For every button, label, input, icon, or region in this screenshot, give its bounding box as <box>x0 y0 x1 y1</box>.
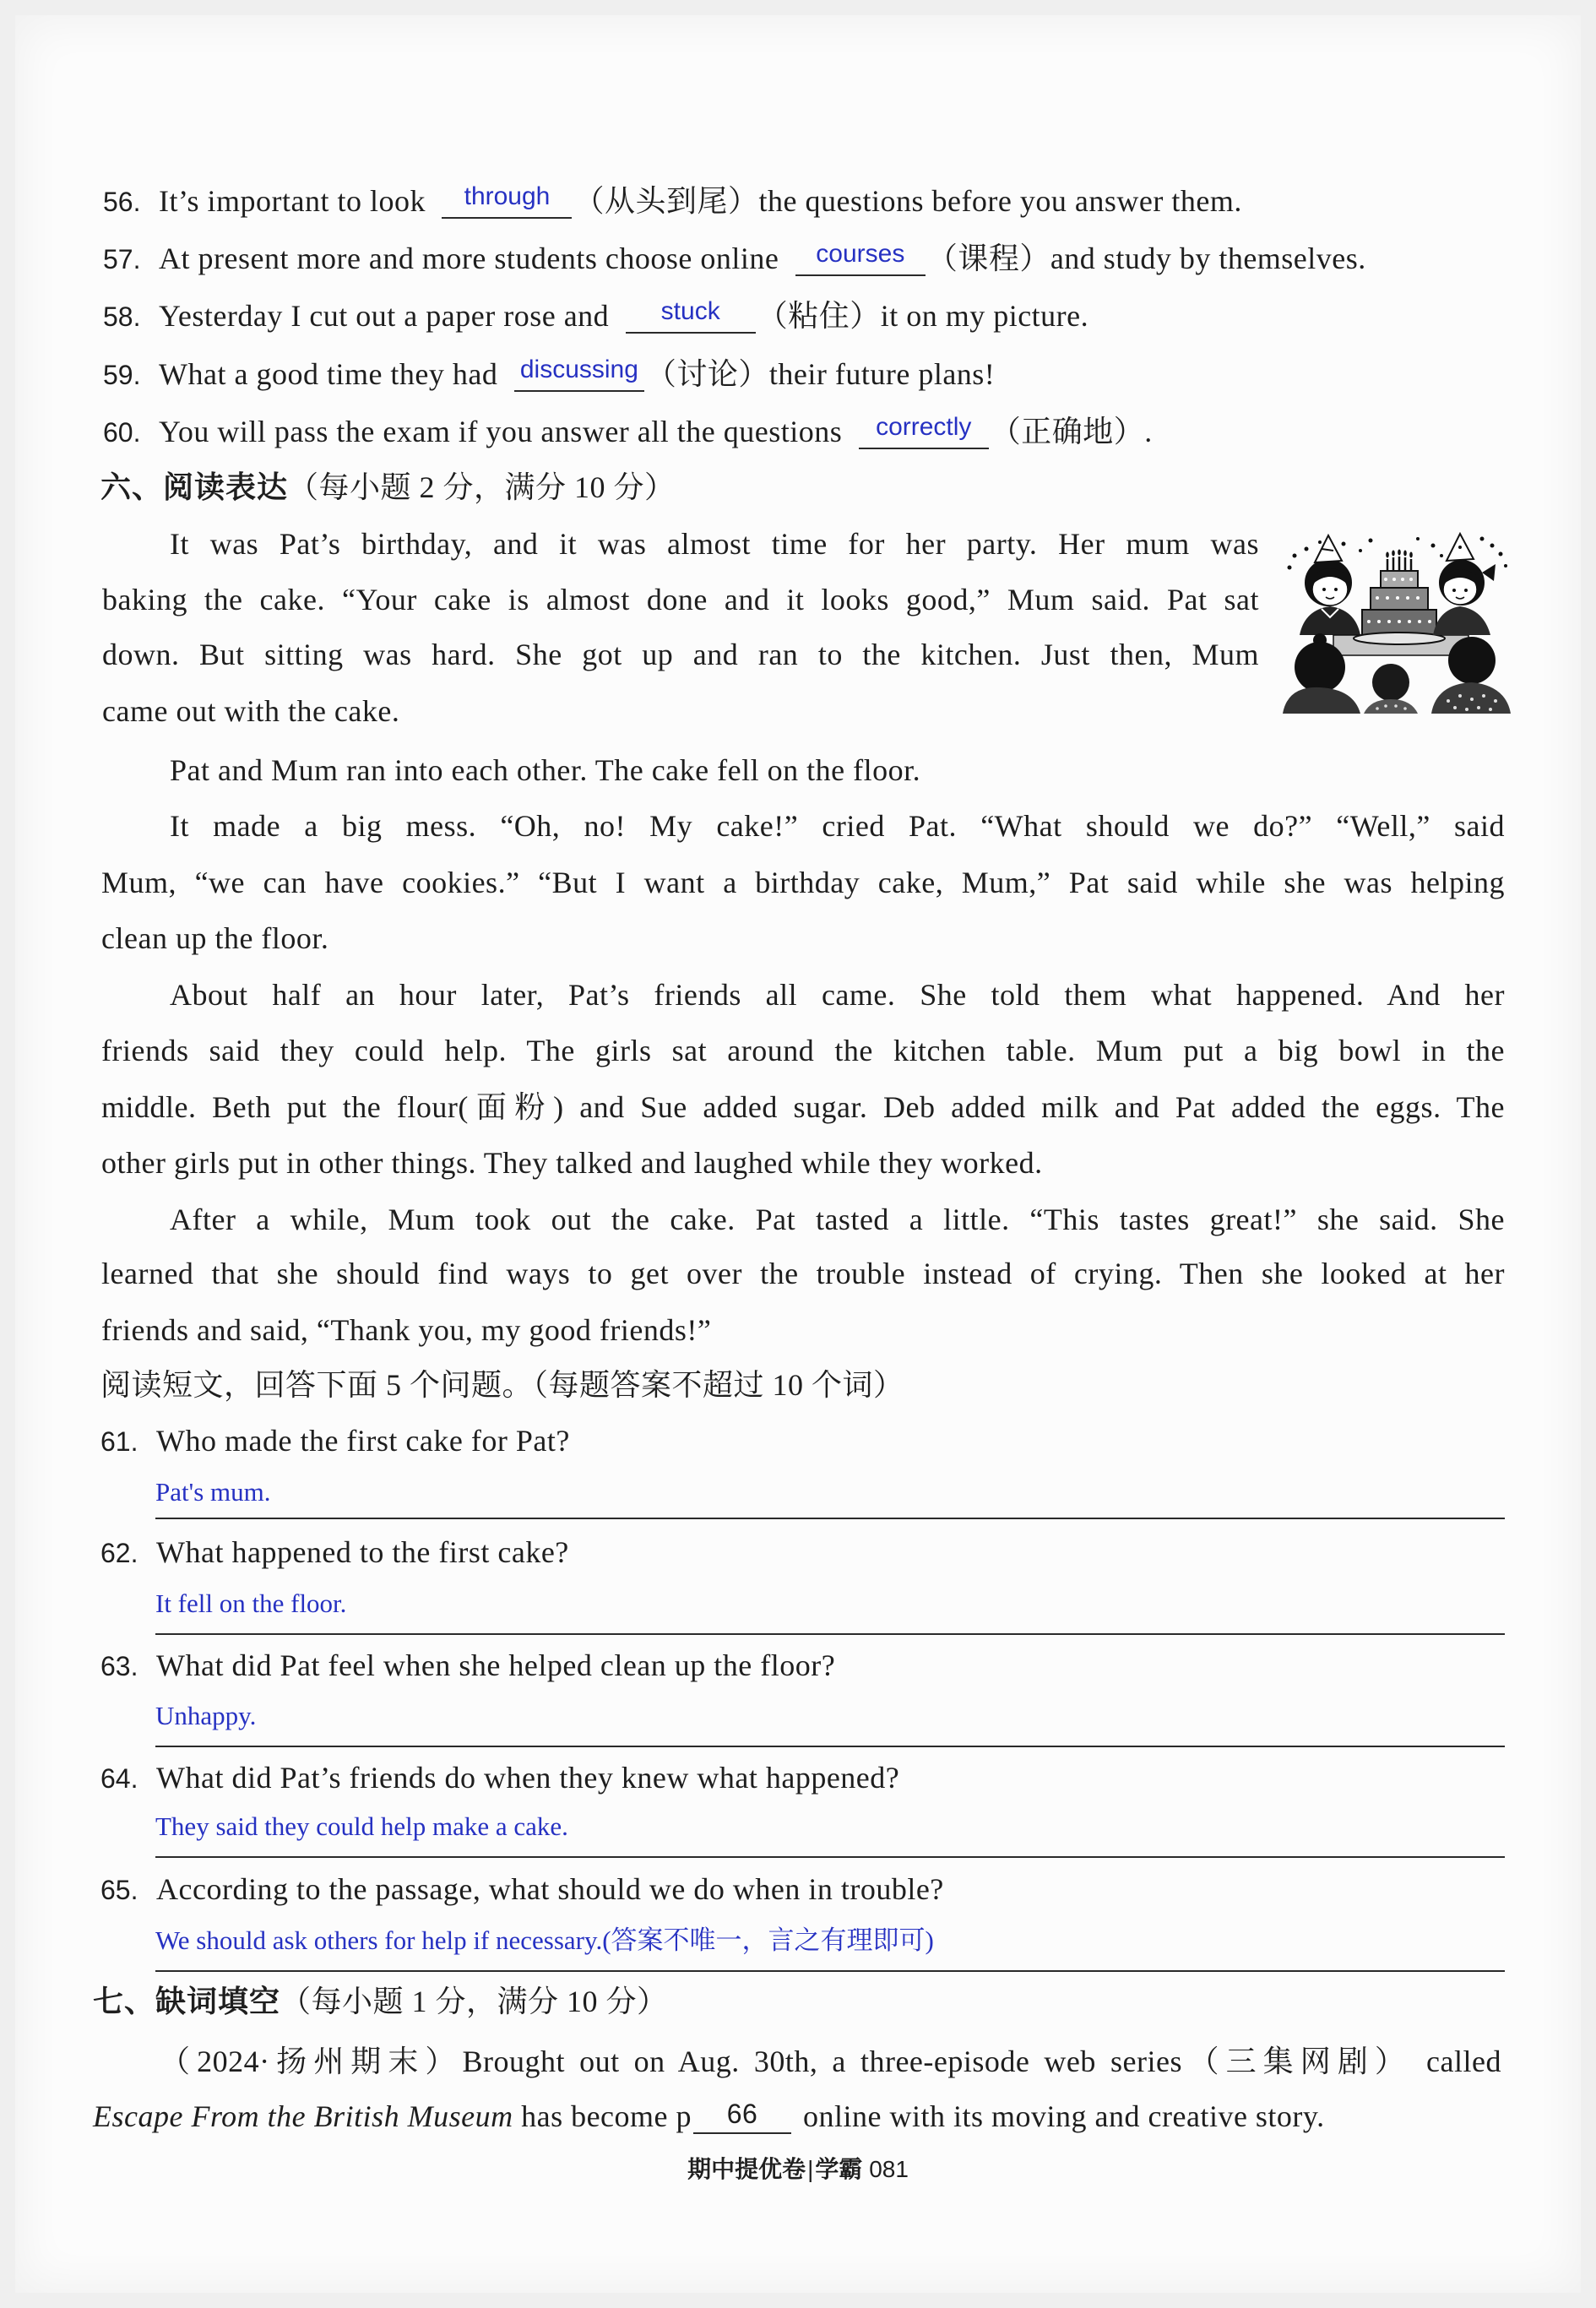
question-text: What did Pat feel when she helped clean up the floor? <box>156 1648 836 1682</box>
flame <box>1386 552 1389 558</box>
question-number: 57. <box>103 244 141 274</box>
birthday-cake <box>1354 550 1445 645</box>
candles <box>1387 557 1411 572</box>
confetti-dot <box>1369 539 1373 543</box>
question-text-after: （讨论）their future plans! <box>645 357 996 391</box>
head-back <box>1295 642 1345 692</box>
passage-line: friends said they could help. The girls sat around the kitchen table. Mum put a big bowl in the <box>101 1034 1505 1067</box>
reading-instruction: 阅读短文，回答下面 5 个问题。（每题答案不超过 10 个词） <box>100 1368 904 1402</box>
flame <box>1403 551 1407 557</box>
answer-blank <box>626 298 756 334</box>
blank-number: 66 <box>726 2099 758 2129</box>
handwritten-answer: It fell on the floor. <box>155 1588 347 1618</box>
passage-line: friends and said, “Thank you, my good friends!” <box>101 1313 712 1347</box>
passage-line: other girls put in other things. They talked and laughed while they worked. <box>101 1146 1043 1180</box>
handwritten-answer: stuck <box>660 297 720 325</box>
footer-brand: 学霸 <box>815 2156 863 2182</box>
question-64 <box>100 1757 899 1799</box>
question-text-after: （从头到尾）the questions before you answer them. <box>573 184 1242 218</box>
hat-dot <box>1458 546 1462 549</box>
confetti-dot <box>1359 549 1362 552</box>
girl-top-left <box>1300 535 1360 635</box>
passage-line: After a while, Mum took out the cake. Pat tasted a little. “This tastes great!” she said. She <box>170 1203 1505 1236</box>
cloze-blank-66 <box>693 2099 791 2134</box>
passage-line: It made a big mess. “Oh, no! My cake!” cried Pat. “What should we do?” “Well,” said <box>170 809 1505 843</box>
question-number: 59. <box>103 360 141 390</box>
flame <box>1409 552 1413 558</box>
girl-top-right <box>1433 534 1496 635</box>
confetti-dot <box>1342 542 1346 546</box>
question-number: 62. <box>100 1538 138 1568</box>
eye <box>1334 588 1338 591</box>
handwritten-answer: We should ask others for help if necessary.(答案不唯一，言之有理即可) <box>155 1925 934 1955</box>
question-number: 61. <box>100 1426 138 1457</box>
question-text-before: What a good time they had <box>159 357 498 391</box>
question-text: Who made the first cake for Pat? <box>156 1424 570 1458</box>
cloze-source: （2024·扬州期末） <box>160 2045 463 2078</box>
answer-line <box>155 1856 1505 1858</box>
confetti-dot <box>1499 552 1503 557</box>
confetti-dot <box>1504 564 1507 567</box>
party-hat <box>1315 535 1342 562</box>
eye <box>1464 589 1468 592</box>
handwritten-answer: discussing <box>519 356 638 383</box>
confetti-dot <box>1416 537 1420 540</box>
cloze-line <box>160 2040 1501 2083</box>
fill-in-item-56 <box>103 180 1242 222</box>
handwritten-answer: They said they could help make a cake. <box>155 1811 568 1841</box>
confetti-dot <box>1440 554 1443 557</box>
cake-tier-middle <box>1371 588 1428 610</box>
flame <box>1392 551 1395 557</box>
fill-in-item-58 <box>103 295 1088 337</box>
flame <box>1398 550 1401 556</box>
cake-plate <box>1354 633 1445 644</box>
child-bottom-middle <box>1364 664 1418 714</box>
passage-line: clean up the floor. <box>101 921 329 955</box>
footer-series: 期中提优卷 <box>687 2156 806 2182</box>
handwritten-answer: Unhappy. <box>155 1701 257 1730</box>
question-text-before: You will pass the exam if you answer all the questions <box>159 415 843 448</box>
cloze-text: Brought out on Aug. 30th, a three-episode web series（三集网剧） called <box>462 2045 1501 2078</box>
fill-in-item-57 <box>103 237 1366 280</box>
passage-line: came out with the cake. <box>102 694 400 728</box>
section-heading-cloze <box>93 1980 668 2023</box>
section-scoring: （每小题 1 分，满分 10 分） <box>280 1985 668 2018</box>
question-number: 64. <box>100 1763 138 1794</box>
confetti-dot <box>1431 544 1436 548</box>
head-back <box>1372 664 1409 701</box>
body <box>1364 699 1418 714</box>
body <box>1300 606 1360 635</box>
answer-blank <box>442 183 572 219</box>
answer-blank <box>795 241 926 276</box>
question-text-before: Yesterday I cut out a paper rose and <box>159 299 610 333</box>
confetti-dot <box>1305 547 1309 551</box>
question-text-after: （课程）and study by themselves. <box>926 242 1366 275</box>
question-text-after: （正确地）. <box>990 415 1153 448</box>
passage-line: baking the cake. “Your cake is almost done and it looks good,” Mum said. Pat sat <box>102 583 1259 616</box>
answer-line <box>155 1746 1505 1747</box>
passage-line: learned that she should find ways to get over the trouble instead of crying. Then she looked at her <box>101 1257 1505 1290</box>
question-number: 60. <box>103 417 141 448</box>
question-text: What happened to the first cake? <box>156 1535 569 1569</box>
question-63 <box>100 1644 835 1686</box>
section-title: 六、阅读表达 <box>100 470 289 504</box>
handwritten-answer: through <box>464 182 551 210</box>
question-number: 58. <box>103 301 141 332</box>
question-61 <box>100 1420 570 1462</box>
fill-in-item-59 <box>103 353 995 395</box>
passage-line: Pat and Mum ran into each other. The cake fell on the floor. <box>170 753 921 787</box>
question-text-before: It’s important to look <box>159 184 426 218</box>
passage-line: About half an hour later, Pat’s friends all came. She told them what happened. And her <box>170 978 1505 1012</box>
answer-line <box>155 1518 1505 1519</box>
eye <box>1452 589 1456 592</box>
cloze-line <box>93 2095 1325 2137</box>
passage-line: It was Pat’s birthday, and it was almost time for her party. Her mum was <box>170 527 1259 561</box>
section-scoring: （每小题 2 分，满分 10 分） <box>288 470 676 504</box>
head-back <box>1448 637 1496 684</box>
page-number: 081 <box>869 2156 909 2182</box>
confetti-dot <box>1288 566 1292 570</box>
section-title: 七、缺词填空 <box>93 1985 281 2018</box>
confetti-dot <box>1293 554 1297 558</box>
passage-line: Mum, “we can have cookies.” “But I want a birthday cake, Mum,” Pat said while she was helping <box>101 866 1505 899</box>
series-title: Escape From the British Museum <box>93 2099 513 2133</box>
question-text: What did Pat’s friends do when they knew what happened? <box>156 1761 900 1795</box>
question-65 <box>100 1868 944 1910</box>
body <box>1433 606 1490 635</box>
page-footer <box>0 2153 1596 2186</box>
question-text: According to the passage, what should we do when in trouble? <box>156 1872 944 1906</box>
footer-divider: | <box>807 2156 814 2182</box>
handwritten-answer: courses <box>816 240 905 268</box>
cloze-text: online with its moving and creative story. <box>803 2099 1325 2133</box>
answer-line <box>155 1970 1505 1972</box>
question-62 <box>100 1531 569 1573</box>
confetti-dot <box>1490 544 1495 548</box>
eye <box>1322 588 1326 591</box>
question-text-after: （粘住）it on my picture. <box>757 299 1089 333</box>
confetti-dot <box>1318 540 1322 544</box>
cloze-text: has become p <box>521 2099 692 2133</box>
passage-line: middle. Beth put the flour(面粉) and Sue added sugar. Deb added milk and Pat added the eggs. The <box>101 1090 1505 1124</box>
handwritten-answer: Pat's mum. <box>155 1477 271 1507</box>
body <box>1283 687 1360 714</box>
question-number: 65. <box>100 1875 138 1905</box>
section-heading-reading <box>100 466 676 508</box>
answer-blank <box>859 414 989 449</box>
question-number: 56. <box>103 187 141 217</box>
question-number: 63. <box>100 1651 138 1681</box>
fill-in-item-60 <box>103 410 1153 453</box>
handwritten-answer: correctly <box>876 413 972 441</box>
confetti-dot <box>1480 537 1485 541</box>
birthday-party-illustration <box>1283 532 1511 714</box>
answer-blank <box>514 356 644 392</box>
question-text-before: At present more and more students choose online <box>159 242 779 275</box>
answer-line <box>155 1633 1505 1635</box>
passage-line: down. But sitting was hard. She got up and ran to the kitchen. Just then, Mum <box>102 638 1259 671</box>
